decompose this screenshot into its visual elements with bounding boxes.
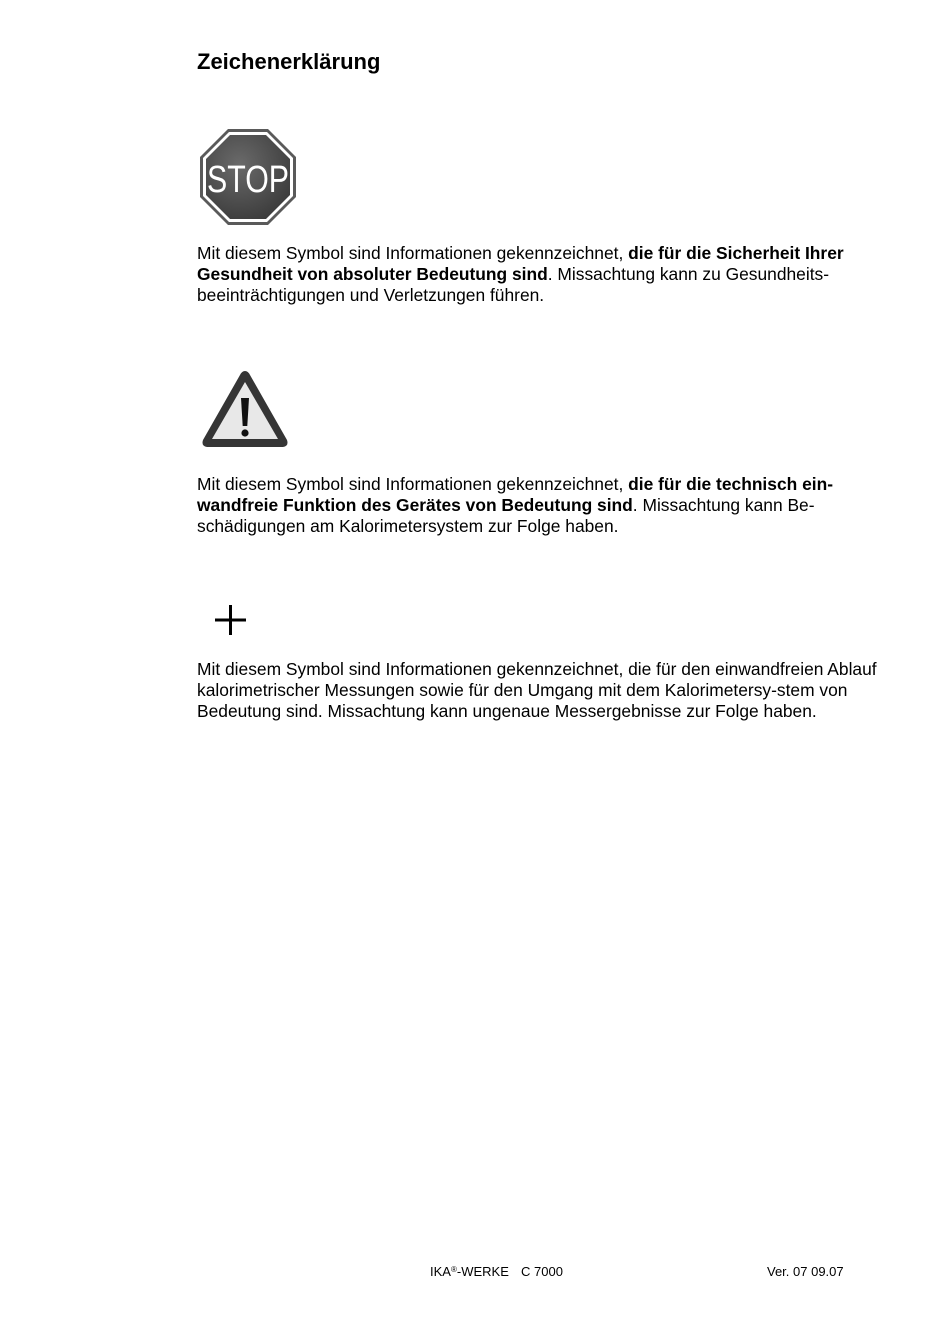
plus-icon — [213, 602, 249, 638]
measurement-info-paragraph: Mit diesem Symbol sind Informationen gekennzeichnet, die für den einwandfreien Ablauf kalorimetrischer Messungen sowie für den Umgang mit dem Kalorimetersy-stem von Bedeutung sind. Missachtung kann ungenaue Messergebnisse zur Folge haben. — [197, 659, 877, 721]
warning-triangle-icon — [200, 368, 290, 450]
safety-info-rest: . Missachtung kann zu Gesundheits-beeinträchtigungen und Verletzungen führen. — [197, 264, 830, 305]
function-info-intro: Mit diesem Symbol sind Informationen gekennzeichnet, — [197, 474, 629, 494]
function-info-emphasis: die für die technisch ein-wandfreie Funktion des Gerätes von Bedeutung sind — [197, 474, 833, 515]
safety-info-paragraph — [197, 243, 887, 306]
stop-sign-label: STOP — [207, 159, 289, 201]
safety-info-intro: Mit diesem Symbol sind Informationen gekennzeichnet, — [197, 243, 629, 263]
safety-info-emphasis: die für die Sicherheit Ihrer Gesundheit von absoluter Bedeutung sind — [197, 243, 844, 284]
footer-company: IKA®-WERKE — [430, 1264, 509, 1279]
function-info-paragraph — [197, 474, 887, 537]
registered-mark: ® — [450, 1265, 457, 1274]
page-title: Zeichenerklärung — [197, 49, 381, 74]
footer-model: C 7000 — [521, 1264, 563, 1279]
function-info-rest: . Missachtung kann Be-schädigungen am Kalorimetersystem zur Folge haben. — [197, 495, 815, 536]
stop-sign-icon — [199, 128, 297, 226]
footer-version: Ver. 07 09.07 — [767, 1264, 844, 1279]
